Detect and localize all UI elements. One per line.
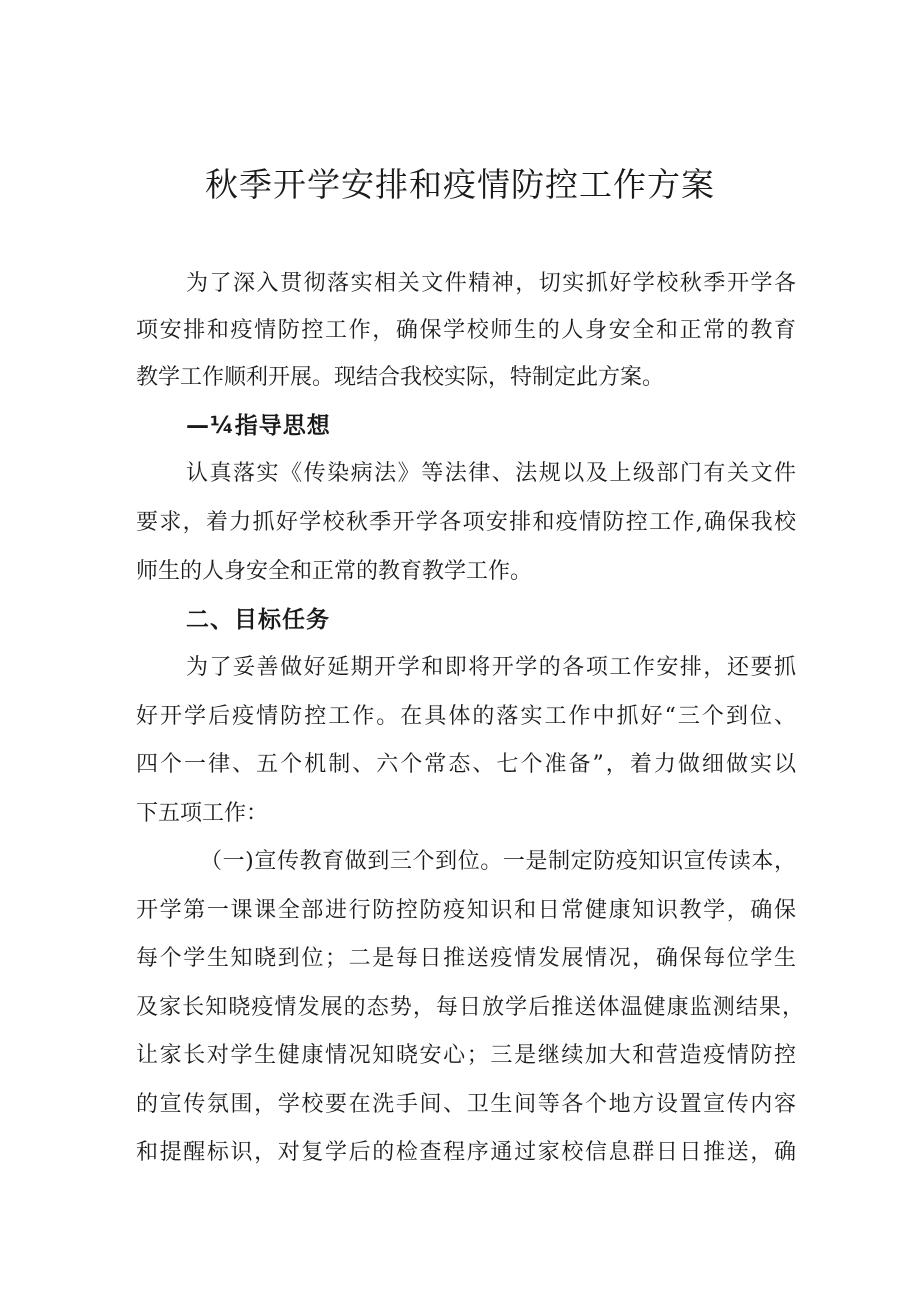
intro-line-3: 教学工作顺利开展。现结合我校实际，特制定此方案。 <box>136 365 665 390</box>
section2-line-3: 四个一律、五个机制、六个常态、七个准备”，着力做细做实以 <box>136 752 796 777</box>
item1-line-1: （一)宣传教育做到三个到位。一是制定防疫知识宣传读本， <box>200 849 796 874</box>
section-heading-guiding-thought: —¼指导思想 <box>186 413 331 439</box>
intro-line-2: 项安排和疫情防控工作，确保学校师生的人身安全和正常的教育 <box>136 318 796 343</box>
item1-line-5: 让家长对学生健康情况知晓安心；三是继续加大和营造疫情防控 <box>136 1043 796 1068</box>
section2-line-1: 为了妥善做好延期开学和即将开学的各项工作安排，还要抓 <box>186 655 796 680</box>
section2-line-4: 下五项工作： <box>136 801 269 826</box>
section2-line-2: 好开学后疫情防控工作。在具体的落实工作中抓好“三个到位、 <box>136 704 796 729</box>
section-heading-objectives: 二、目标任务 <box>186 607 330 633</box>
section1-line-3: 师生的人身安全和正常的教育教学工作。 <box>136 559 533 584</box>
section1-line-1: 认真落实《传染病法》等法律、法规以及上级部门有关文件 <box>186 461 796 486</box>
item1-line-3: 每个学生知晓到位；二是每日推送疫情发展情况，确保每位学生 <box>136 946 796 971</box>
document-title: 秋季开学安排和疫情防控工作方案 <box>205 165 715 204</box>
intro-line-1: 为了深入贯彻落实相关文件精神，切实抓好学校秋季开学各 <box>186 271 796 296</box>
item1-line-7: 和提醒标识，对复学后的检查程序通过家校信息群日日推送，确 <box>136 1140 796 1165</box>
item1-line-4: 及家长知晓疫情发展的态势，每日放学后推送体温健康监测结果， <box>136 995 804 1020</box>
item1-line-2: 开学第一课课全部进行防控防疫知识和日常健康知识教学，确保 <box>136 898 796 923</box>
section1-line-2: 要求，着力抓好学校秋季开学各项安排和疫情防控工作,确保我校 <box>136 510 796 535</box>
item1-line-6: 的宣传氛围，学校要在洗手间、卫生间等各个地方设置宣传内容 <box>136 1092 796 1117</box>
